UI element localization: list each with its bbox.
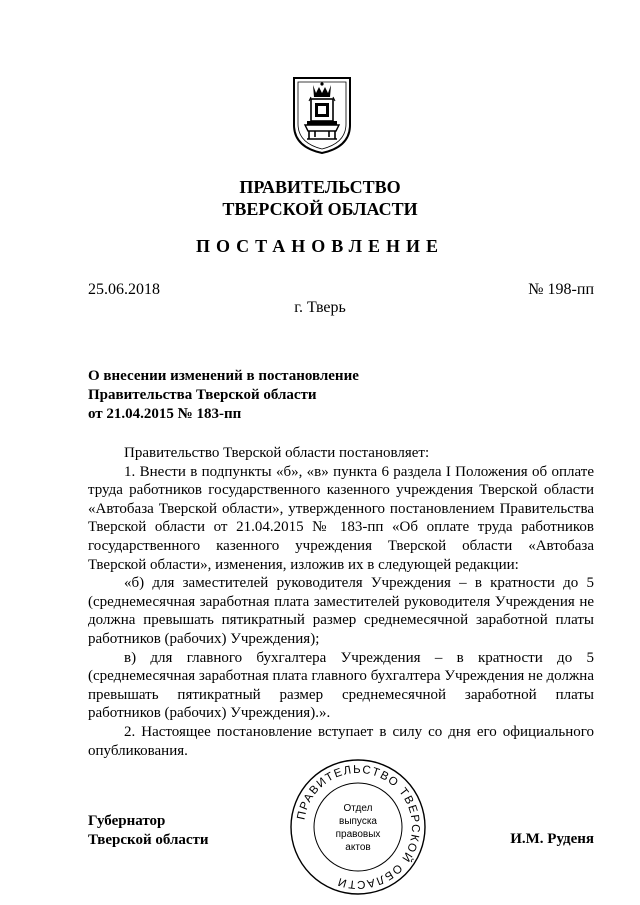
org-name-line-2: ТВЕРСКОЙ ОБЛАСТИ xyxy=(222,199,418,219)
stamp-inner-line-1: Отдел xyxy=(343,803,373,814)
stamp-inner-line-3: правовых xyxy=(335,829,381,840)
stamp-inner-text xyxy=(318,802,398,854)
document-number: № 198-пп xyxy=(528,281,594,298)
document-city: г. Тверь xyxy=(294,299,346,316)
document-subject xyxy=(88,367,359,424)
stamp-inner-line-4: актов xyxy=(345,842,371,853)
org-name-line-1: ПРАВИТЕЛЬСТВО xyxy=(239,177,401,197)
document-body xyxy=(88,444,594,760)
body-paragraph-preamble: Правительство Тверской области постановляет: xyxy=(124,445,430,461)
signer-title xyxy=(88,812,209,850)
signer-title-line-2: Тверской области xyxy=(88,832,209,848)
document-date: 25.06.2018 xyxy=(88,281,160,298)
document-type: ПОСТАНОВЛЕНИЕ xyxy=(195,236,445,256)
subject-line-3: от 21.04.2015 № 183-пп xyxy=(88,406,242,422)
stamp-ring-text: ПРАВИТЕЛЬСТВО ТВЕРСКОЙ ОБЛАСТИ xyxy=(295,763,422,891)
subject-line-2: Правительства Тверской области xyxy=(88,387,317,403)
subject-line-1: О внесении изменений в постановление xyxy=(88,368,359,384)
stamp-inner-line-2: выпуска xyxy=(339,816,377,827)
body-paragraph-subitem-v: в) для главного бухгалтера Учреждения – в кратности до 5 (среднемесячная заработная плата главного бухгалтера Учреждения не должна превышать пятикратный размер среднемесячной заработной платы работников (рабочих) Учреждения).». xyxy=(88,649,594,722)
body-paragraph-subitem-b: «б) для заместителей руководителя Учреждения – в кратности до 5 (среднемесячная заработная плата заместителей руководителя Учреждения не должна превышать пятикратный размер среднемесячной заработной платы работников (рабочих) Учреждения); xyxy=(88,575,594,647)
signer-name: И.М. Руденя xyxy=(510,831,594,847)
signer-title-line-1: Губернатор xyxy=(88,813,166,829)
coat-of-arms-icon xyxy=(291,75,353,155)
body-paragraph-item-2: 2. Настоящее постановление вступает в силу со дня его официального опубликования. xyxy=(88,723,594,759)
body-paragraph-item-1: 1. Внести в подпункты «б», «в» пункта 6 раздела I Положения об оплате труда работников государственного казенного учреждения Тверской области «Автобаза Тверской области», утвержденного постановлением Правительства Тверской области от 21.04.2015 № 183-пп «Об оплате труда работников государственного казенного учреждения Тверской области «Автобаза Тверской области», изменения, изложив их в следующей редакции: xyxy=(88,463,594,573)
